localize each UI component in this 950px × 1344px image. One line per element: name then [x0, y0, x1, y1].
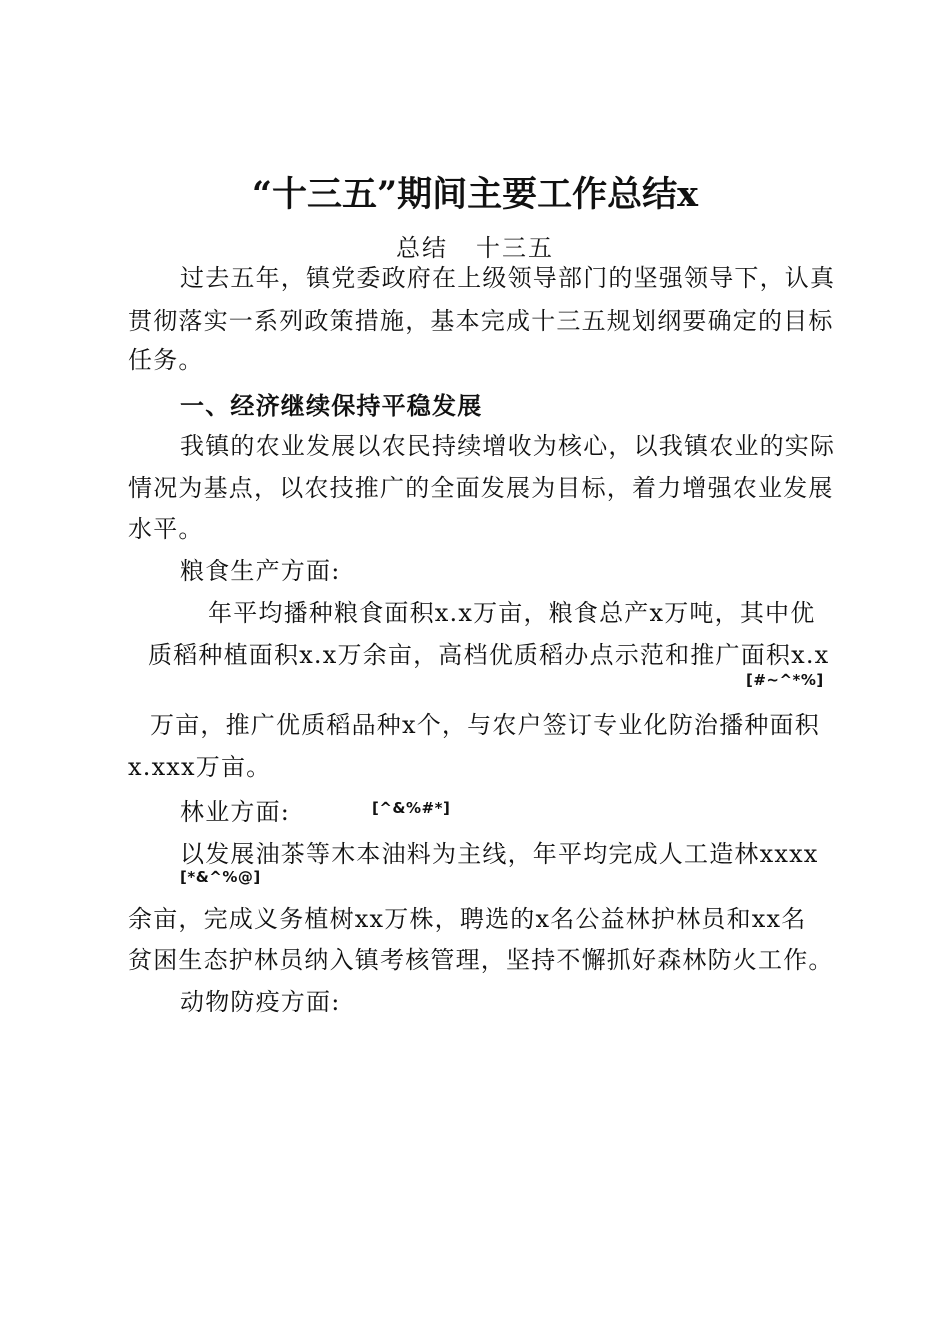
- forestry-heading: 林业方面:: [180, 798, 291, 826]
- intro-line-3: 任务。: [128, 346, 204, 374]
- grain-line-4: x.xxx万亩。: [128, 753, 272, 781]
- forestry-line-1: 以发展油茶等木本油料为主线，年平均完成人工造林xxxx: [180, 840, 819, 868]
- keyword-summary: 总结: [396, 234, 448, 262]
- grain-heading: 粮食生产方面:: [180, 557, 341, 585]
- document-keywords: [0, 232, 950, 264]
- intro-line-1: 过去五年，镇党委政府在上级领导部门的坚强领导下，认真: [180, 264, 836, 292]
- agri-line-3: 水平。: [128, 515, 204, 543]
- keyword-13th-five-year: 十三五: [476, 234, 554, 262]
- grain-line-2: 质稻种植面积x.x万余亩，高档优质稻办点示范和推广面积x.x: [148, 641, 830, 669]
- grain-line-3: 万亩，推广优质稻品种x个，与农户签订专业化防治播种面积: [150, 711, 820, 739]
- forestry-line-2: 余亩，完成义务植树xx万株，聘选的x名公益林护林员和xx名: [128, 905, 807, 933]
- animal-heading: 动物防疫方面:: [180, 988, 341, 1016]
- code-mark-2: [^&%#*]: [372, 799, 451, 817]
- document-title: “十三五”期间主要工作总结x: [251, 174, 699, 215]
- agri-line-2: 情况为基点，以农技推广的全面发展为目标，着力增强农业发展: [128, 474, 834, 502]
- intro-line-2: 贯彻落实一系列政策措施，基本完成十三五规划纲要确定的目标: [128, 307, 834, 335]
- section-heading-economy: 一、经济继续保持平稳发展: [180, 391, 483, 420]
- code-mark-3: [*&^%@]: [180, 868, 261, 886]
- forestry-line-3: 贫困生态护林员纳入镇考核管理，坚持不懈抓好森林防火工作。: [128, 946, 834, 974]
- code-mark-1: [#~^*%]: [746, 671, 824, 689]
- agri-line-1: 我镇的农业发展以农民持续增收为核心，以我镇农业的实际: [180, 432, 836, 460]
- grain-line-1: 年平均播种粮食面积x.x万亩，粮食总产x万吨，其中优: [208, 599, 816, 627]
